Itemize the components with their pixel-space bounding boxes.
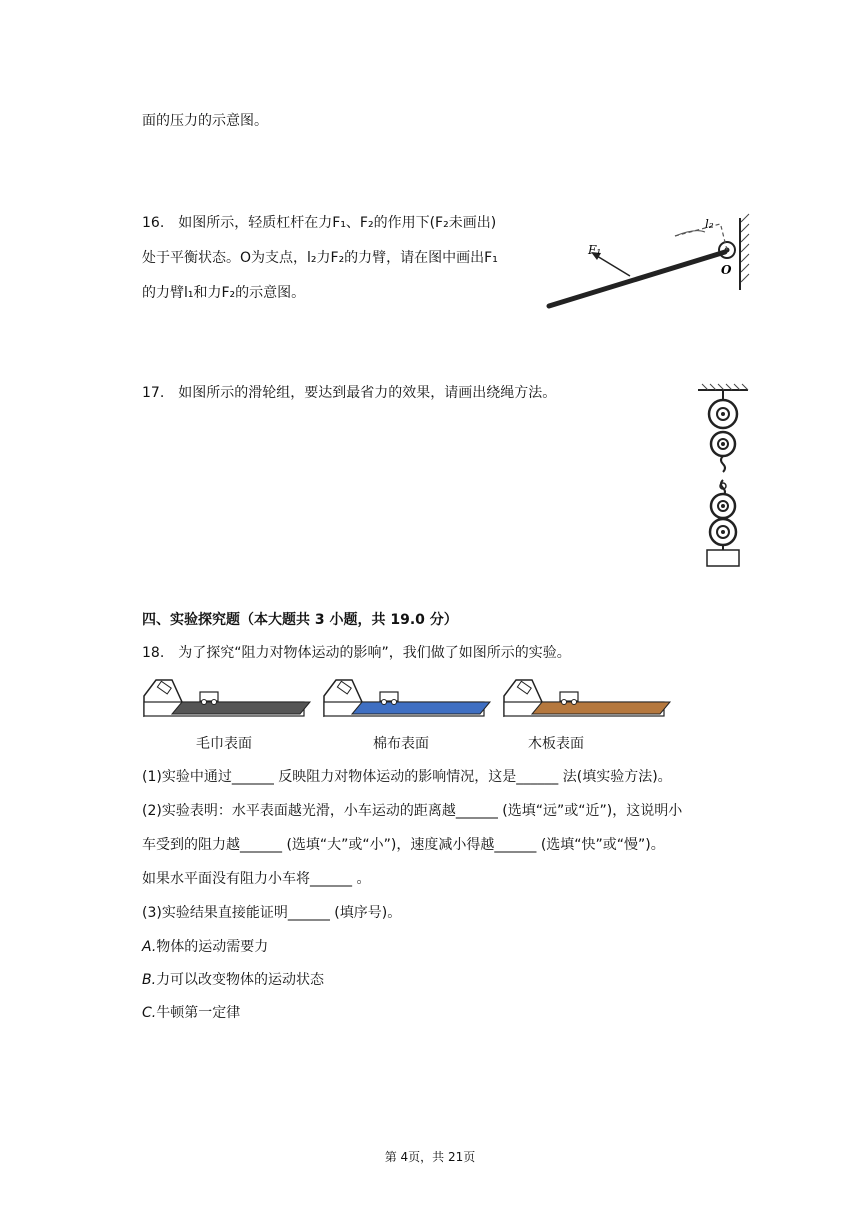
label-O: O [721,263,732,277]
page-footer: 第 4页，共 21页 [384,1150,476,1164]
q18-intro: 18. 为了探究“阻力对物体运动的影响”，我们做了如图所示的实验。 [142,645,571,661]
option-a-text: 物体的运动需要力 [156,939,269,955]
option-c [142,1003,240,1023]
q16-line2: 处于平衡状态。O为支点，l₂力F₂的力臂，请在图中画出F₁ [142,250,498,266]
option-b-text: 力可以改变物体的运动状态 [156,972,325,988]
q18-part2-line2: 车受到的阻力越______ (选填“大”或“小”)，速度减小得越______ (选填“快”或“慢”)。 [142,837,665,853]
surface-label-wood: 木板表面 [528,736,584,752]
option-b-letter: B. [142,972,157,988]
option-c-letter: C. [142,1005,157,1021]
q18-part2-line1: (2)实验表明：水平表面越光滑，小车运动的距离越______ (选填“远”或“近”)，这说明小 [142,803,683,819]
q16-line1: 16. 如图所示，轻质杠杆在力F₁、F₂的作用下(F₂未画出) [142,215,497,231]
surface-strip-cotton [352,702,490,714]
option-b [142,970,324,990]
q18-part3: (3)实验结果直接能证明______ (填序号)。 [142,905,402,921]
label-l2: l₂ [705,217,714,231]
q17-text: 17. 如图所示的滑轮组，要达到最省力的效果，请画出绕绳方法。 [142,385,557,401]
q18-part1: (1)实验中通过______ 反映阻力对物体运动的影响情况，这是______ 法(填实验方法)。 [142,769,672,785]
surfaces-figure [142,676,682,724]
intro-line: 面的压力的示意图。 [142,113,268,129]
option-a [142,937,268,957]
surface-panel-cotton [324,680,490,716]
pulley-figure [692,382,752,568]
q16-line3: 的力臂l₁和力F₂的示意图。 [142,285,306,301]
option-a-letter: A. [142,939,157,955]
surface-strip-towel [172,702,310,714]
surface-strip-wood [532,702,670,714]
surface-panel-towel [144,680,310,716]
surface-label-towel: 毛巾表面 [196,736,252,752]
option-c-text: 牛顿第一定律 [156,1005,241,1021]
lever-figure [545,210,760,315]
surface-panel-wood [504,680,670,716]
q18-part2-line3: 如果水平面没有阻力小车将______ 。 [142,871,371,887]
surface-label-cotton: 棉布表面 [373,736,429,752]
section-heading: 四、实验探究题（本大题共 3 小题，共 19.0 分） [142,612,458,628]
label-F1: F₁ [588,243,602,257]
